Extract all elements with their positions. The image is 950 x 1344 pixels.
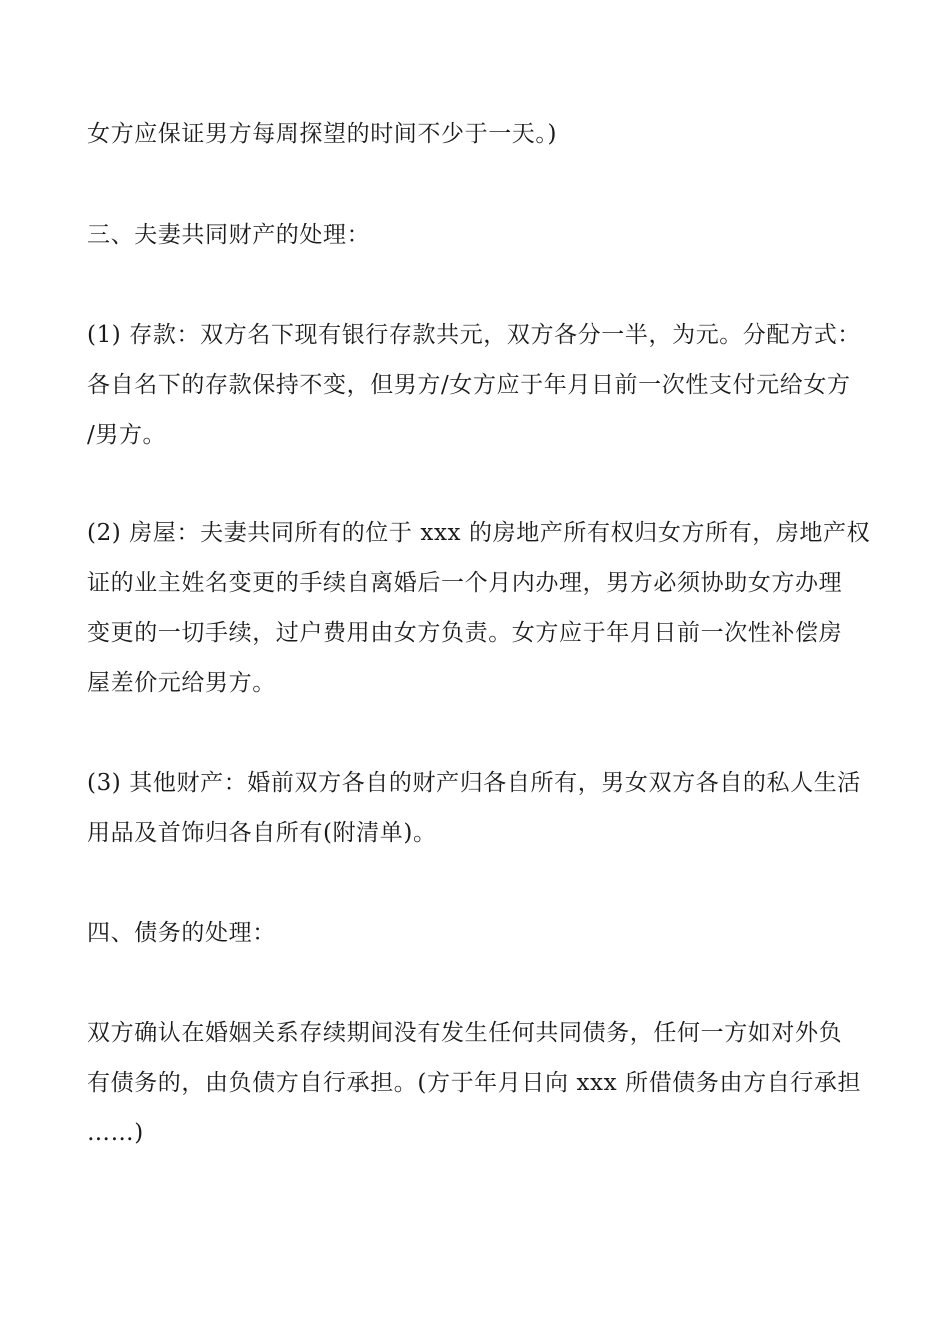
text-line: 女方应保证男方每周探望的时间不少于一天。) bbox=[87, 121, 558, 147]
paragraph-deposits bbox=[87, 310, 863, 460]
text-line: 用品及首饰归各自所有(附清单)。 bbox=[87, 820, 437, 846]
text-line: 各自名下的存款保持不变，但男方/女方应于年月日前一次性支付元给女方 bbox=[87, 372, 851, 398]
text-line: (2) 房屋：夫妻共同所有的位于 xxx 的房地产所有权归女方所有，房地产权 bbox=[87, 520, 871, 546]
text-line: 变更的一切手续，过户费用由女方负责。女方应于年月日前一次性补偿房 bbox=[87, 620, 843, 646]
text-line: 四、债务的处理： bbox=[87, 920, 276, 946]
text-line: (3) 其他财产：婚前双方各自的财产归各自所有，男女双方各自的私人生活 bbox=[87, 770, 861, 796]
text-line: ……) bbox=[87, 1120, 144, 1146]
paragraph-debts bbox=[87, 1008, 863, 1158]
section-heading-debts bbox=[87, 908, 863, 958]
section-heading-joint-property bbox=[87, 210, 863, 260]
text-line: 证的业主姓名变更的手续自离婚后一个月内办理，男方必须协助女方办理 bbox=[87, 570, 843, 596]
text-line: (1) 存款：双方名下现有银行存款共元，双方各分一半，为元。分配方式： bbox=[87, 322, 861, 348]
text-line: 双方确认在婚姻关系存续期间没有发生任何共同债务，任何一方如对外负 bbox=[87, 1020, 843, 1046]
paragraph-other-property bbox=[87, 758, 863, 858]
text-line: 屋差价元给男方。 bbox=[87, 670, 276, 696]
paragraph-house bbox=[87, 508, 871, 708]
text-line: 有债务的，由负债方自行承担。(方于年月日向 xxx 所借债务由方自行承担 bbox=[87, 1070, 862, 1096]
paragraph-visitation-end bbox=[87, 109, 863, 159]
text-line: /男方。 bbox=[87, 422, 167, 448]
text-line: 三、夫妻共同财产的处理： bbox=[87, 222, 371, 248]
